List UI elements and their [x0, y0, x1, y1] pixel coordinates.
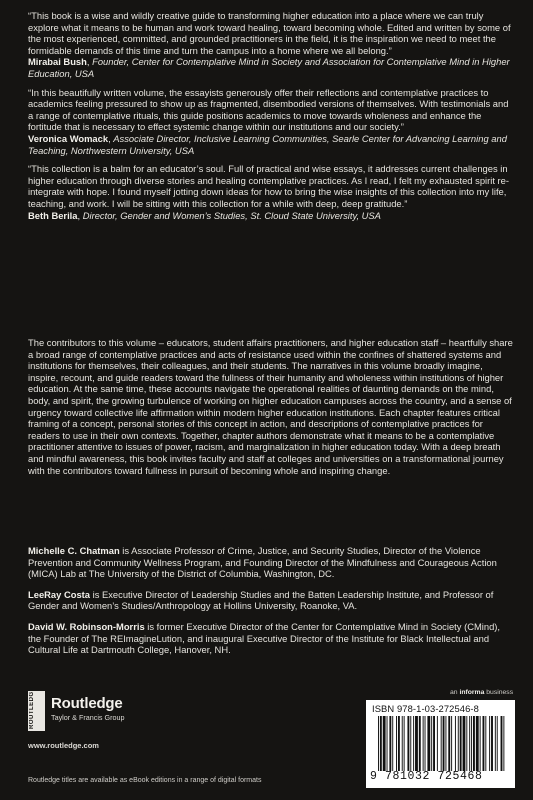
endorser-role: Director, Gender and Women’s Studies, St. Cloud State University, USA	[82, 209, 381, 221]
editor-bio	[28, 545, 514, 580]
editor-bio-text: is Executive Director of Leadership Studies and the Batten Leadership Institute, and Professor of Gender and Women’s Studies/Anthropology at Hollins University, Roanoke, VA.	[28, 588, 494, 612]
barcode-bar	[463, 716, 466, 771]
barcode-bar	[407, 716, 409, 771]
endorsement-attribution: Veronica Womack, Associate Director, Inclusive Learning Communities, Searle Center for Advancing Learning and Teaching, Northwestern University, USA	[28, 132, 507, 156]
barcode-bar	[423, 716, 424, 771]
barcode-bar	[433, 716, 435, 771]
barcode-bar	[380, 716, 382, 771]
endorser-role: Associate Director, Inclusive Learning Communities, Searle Center for Advancing Learning and Teaching, Northwestern University, USA	[28, 132, 507, 156]
barcode-bar	[425, 716, 426, 771]
informa-suffix: business	[484, 689, 514, 696]
barcode-bar	[460, 716, 462, 771]
endorsement	[28, 87, 514, 157]
barcode-bar	[392, 716, 393, 771]
barcode-bar	[473, 716, 475, 771]
endorsement-text: “This collection is a balm for an educator’s soul. Full of practical and wise essays, it addresses current challenges in higher education through diverse stories and healing contemplative practices. As I read, I felt my exhausted spirit re-integrate with hope. I found myself jotting down ideas for how to bring the wise insights of this collection into my life, teaching, and work. I will be sitting with this collection for a while with deep, deep gratitude.”	[28, 163, 509, 209]
barcode-bar	[415, 716, 418, 771]
editor-bio	[28, 621, 514, 656]
barcode-bar	[427, 716, 430, 771]
endorsement	[28, 163, 514, 221]
logo-mark-text: ROUTLEDGE	[29, 686, 35, 729]
editor-bio	[28, 589, 514, 612]
barcode-bar	[469, 716, 470, 771]
isbn-barcode	[366, 700, 515, 788]
endorser-name: Mirabai Bush	[28, 56, 87, 68]
barcode-bar	[378, 716, 379, 771]
endorsement	[28, 10, 514, 80]
barcode-bar	[483, 716, 485, 771]
editor-name: LeeRay Costa	[28, 588, 91, 600]
publisher-group: Taylor & Francis Group	[51, 713, 125, 722]
endorsement-attribution: Mirabai Bush, Founder, Center for Contemplative Mind in Society and Association for Contemplative Mind in Higher Education, USA	[28, 56, 510, 79]
endorser-name: Beth Berila	[28, 209, 78, 221]
barcode-digits: 9 781032 725468	[370, 770, 483, 783]
endorsements	[28, 10, 514, 228]
barcode-bar	[441, 716, 442, 771]
barcode-bar	[458, 716, 459, 771]
barcode-bar	[419, 716, 421, 771]
barcode-bar	[491, 716, 493, 771]
barcode-bar	[413, 716, 414, 771]
publisher-name: Routledge	[51, 695, 123, 712]
barcode-bar	[489, 716, 490, 771]
informa-tagline	[450, 689, 513, 696]
barcode-bar	[501, 716, 503, 771]
barcode-bar	[471, 716, 472, 771]
barcode-bar	[485, 716, 486, 771]
isbn-label: ISBN 978-1-03-272546-8	[372, 703, 479, 714]
barcode-bar	[497, 716, 498, 771]
editor-name: David W. Robinson-Morris	[28, 620, 145, 632]
barcode-bar	[402, 716, 403, 771]
endorser-name: Veronica Womack	[28, 132, 109, 144]
editor-name: Michelle C. Chatman	[28, 545, 120, 556]
barcode-bar	[476, 716, 479, 771]
endorser-role: Founder, Center for Contemplative Mind in Society and Association for Contemplative Mind in Higher Education, USA	[28, 56, 510, 79]
publisher-url: www.routledge.com	[28, 741, 99, 750]
barcode-bar	[398, 716, 400, 771]
barcode-bars	[378, 716, 506, 771]
editor-bios	[28, 545, 514, 665]
barcode-bar	[396, 716, 397, 771]
barcode-bar	[503, 716, 504, 771]
endorsement-text: “In this beautifully written volume, the essayists generously offer their reflections and contemplative practices to academics feeling pressured to show up as fragmented, disembodied versions of themselves. With testimonials and a range of contemplative rituals, this guide positions academics to move towards wholeness and enhance the fortitude that is necessary to effect systemic change within our institutions and our society.”	[28, 86, 509, 133]
barcode-bar	[448, 716, 450, 771]
barcode-bar	[455, 716, 456, 771]
barcode-bar	[437, 716, 438, 771]
informa-brand: informa	[459, 689, 485, 696]
barcode-bar	[383, 716, 386, 771]
barcode-bar	[443, 716, 445, 771]
barcode-bar	[451, 716, 452, 771]
barcode-bar	[495, 716, 496, 771]
barcode-bar	[387, 716, 388, 771]
endorsement-text: “This book is a wise and wildly creative guide to transforming higher education into a place where we can truly explore what it means to be human and work toward healing, toward becoming whole. Edited and written by some of the most experienced, committed, and grounded practitioners in the field, it is the inspiration we need to meet the formidable demands of this time and turn the campus into a home where we all belong.”	[28, 10, 511, 56]
routledge-logo-icon	[28, 686, 45, 731]
book-description: The contributors to this volume – educators, student affairs practitioners, and higher education staff – heartfully share a broad range of contemplative practices and acts of resistance used within the confines of shattered systems and institutions for themselves, their colleagues, and their students. The narratives in this volume broadly imagine, inspire, recount, and guide readers toward the fullness of their humanity and wholeness within institutions of higher education. At the same time, these accounts navigate the operational realities of daunting demands on the mind, body, and spirit, the growing turbulence of working on higher education campuses across the country, and a sense of urgency toward collective life affirmation within modern higher education institutions. Each chapter features critical framing of a concept, personal stories of this concept in action, and descriptions of contemplative practices for readers to use in their own contexts. Together, chapter authors demonstrate what it means to be a contemplative practitioner attentive to issues of power, racism, and marginalization in higher education today. With a deep breath and mindful awareness, this book invites faculty and staff at colleges and universities on a transformational journey with the contributors toward fullness in pursuit of becoming whole and inspiring change.	[28, 337, 513, 476]
barcode-bar	[404, 716, 405, 771]
publisher-block	[28, 686, 198, 761]
ebook-note: Routledge titles are available as eBook editions in a range of digital formats	[28, 777, 262, 784]
barcode-bar	[480, 716, 481, 771]
barcode-bar	[389, 716, 391, 771]
informa-prefix: an	[450, 689, 460, 696]
barcode-bar	[410, 716, 411, 771]
endorsement-attribution: Beth Berila, Director, Gender and Women’s Studies, St. Cloud State University, USA	[28, 209, 381, 221]
editor-bio-text: is Associate Professor of Crime, Justice, and Security Studies, Director of the Violence Prevention and Community Wellness Program, and Founding Director of the Mindfulness and Courageous Action (MICA) Lab at The University of the District of Columbia, Washington, DC.	[28, 545, 497, 580]
editor-bio-text: is former Executive Director of the Center for Contemplative Mind in Society (CMind), the Founder of The REImagineLution, and inaugural Executive Director of the Institute for Black Intellectual and Cultural Life at Dartmouth College, Hanover, NH.	[28, 620, 501, 656]
barcode-bar	[466, 716, 467, 771]
barcode-bar	[431, 716, 432, 771]
barcode-bar	[445, 716, 446, 771]
